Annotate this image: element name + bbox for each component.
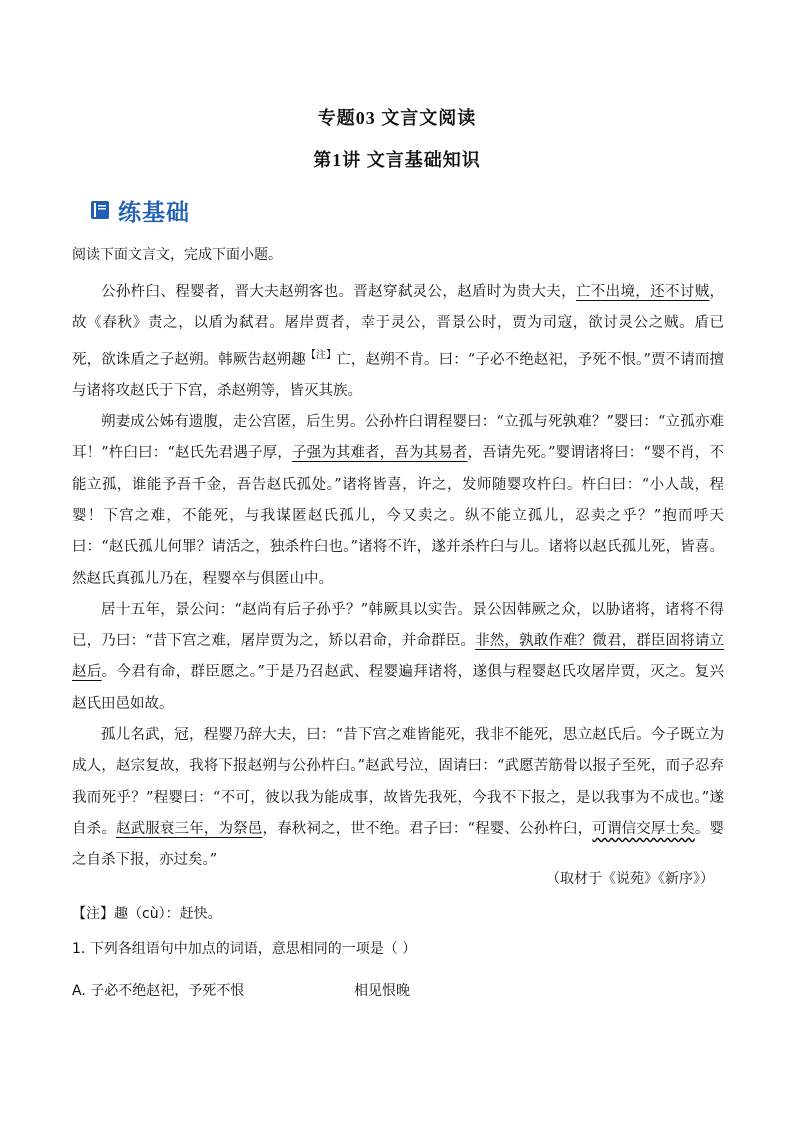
passage-text: ，故《春秋》责之，以盾为弑君。屠岸贾者，幸于灵公，晋景公时，贾为司寇，欲讨灵公之贼。盾已死，欲诛盾之子赵朔。韩厥告赵朔趣 xyxy=(72,284,725,368)
classical-passage xyxy=(72,277,724,876)
passage-text: 公孙杵臼、程婴者，晋大夫赵朔客也。晋赵穿弑灵公，赵盾时为贵大夫， xyxy=(101,284,576,300)
option-a-sentence-2: 相见恨晚 xyxy=(354,983,410,999)
passage-text: ，吾请先死。”婴谓诸将曰：“婴不肖，不能立孤，谁能予吾千金，吾告赵氏孤处。”诸将皆喜，许之，发师随婴攻杵臼。杵臼曰：“小人哉，程婴！下宫之难，不能死，与我谋匿赵氏孤儿，今又卖之。纵不能立孤儿，忍卖之乎？”抱而呼天曰：“赵氏孤儿何罪？请活之，独杀杵臼也。”诸将不许，遂并杀杵臼与儿。诸将以赵氏孤儿死，皆喜。然赵氏真孤儿乃在，程婴卒与俱匿山中。 xyxy=(72,445,725,587)
passage-paragraph-3 xyxy=(72,595,724,720)
underlined-sentence: 赵武服衰三年，为祭邑 xyxy=(115,820,263,837)
passage-text: 。今君有命，群臣愿之。”于是乃召赵武、程婴遍拜诸将，遂俱与程婴赵氏攻屠岸贾，灭之。复兴赵氏田邑如故。 xyxy=(72,664,724,712)
reading-instruction: 阅读下面文言文，完成下面小题。 xyxy=(72,247,282,263)
passage-paragraph-2 xyxy=(72,407,724,595)
footnote: 【注】趣（cù）：赶快。 xyxy=(72,906,222,922)
passage-text: 亡，赵朔不肯。曰：“子必不绝赵祀，予死不恨。”贾不请而擅与诸将攻赵氏于下宫，杀赵朔等，皆灭其族。 xyxy=(72,351,725,399)
question-1 xyxy=(72,938,416,958)
option-a-sentence-1: 子必不绝赵祀，予死不恨 xyxy=(90,983,245,999)
passage-text: 朔妻成公姊有遗腹，走公宫匿，后生男。公孙杵臼谓程婴曰：“立孤与死孰难？”婴曰：“立孤亦难耳！”杵臼曰：“赵氏先君遇子厚， xyxy=(72,414,724,462)
source-citation: （取材于《说苑》《新序》） xyxy=(546,871,714,887)
note-marker: 【注】 xyxy=(305,349,337,361)
passage-text: 孤儿名武，冠，程婴乃辞大夫，曰：“昔下宫之难皆能死，我非不能死，思立赵氏后。今子既立为成人，赵宗复故，我将下报赵朔与公孙杵臼。”赵武号泣，固请曰：“武愿苦筋骨以报子至死，而子忍弃我而死乎？”程婴曰：“不可，彼以我为能成事，故皆先我死，今我不下报之，是以我事为不成也。”遂自杀。 xyxy=(72,726,724,837)
underlined-sentence: 子强为其难者，吾为其易者 xyxy=(291,445,468,462)
passage-text: ，春秋祠之，世不绝。君子曰：“程婴、公孙杵臼， xyxy=(262,820,593,837)
passage-paragraph-4 xyxy=(72,720,724,876)
option-label: A. xyxy=(72,983,86,999)
section-header xyxy=(90,194,190,226)
option-a-left xyxy=(72,980,354,1000)
passage-text: 。婴之自杀下报，亦过矣。” xyxy=(72,820,725,869)
question-number: 1. xyxy=(72,941,86,957)
underlined-sentence: 非然，孰敢作难？微君，群臣固将请立赵后 xyxy=(72,633,725,681)
section-label: 练基础 xyxy=(118,199,190,226)
wavy-underlined-sentence: 可谓信交厚士矣 xyxy=(592,820,695,837)
underlined-sentence: 亡不出境，还不讨贼 xyxy=(575,284,710,300)
option-a xyxy=(72,980,410,1000)
book-icon xyxy=(90,200,110,220)
lecture-subtitle: 第1讲 文言基础知识 xyxy=(313,150,481,170)
question-text: 下列各组语句中加点的词语，意思相同的一项是（ ） xyxy=(89,941,417,957)
document-title: 专题03 文言文阅读 xyxy=(317,108,477,128)
passage-paragraph-1 xyxy=(72,277,724,407)
passage-text: 居十五年，景公问：“赵尚有后子孙乎？”韩厥具以实告。景公因韩厥之众，以胁诸将，诸将不得已，乃曰：“昔下宫之难，屠岸贾为之，矫以君命，并命群臣。 xyxy=(72,601,724,650)
